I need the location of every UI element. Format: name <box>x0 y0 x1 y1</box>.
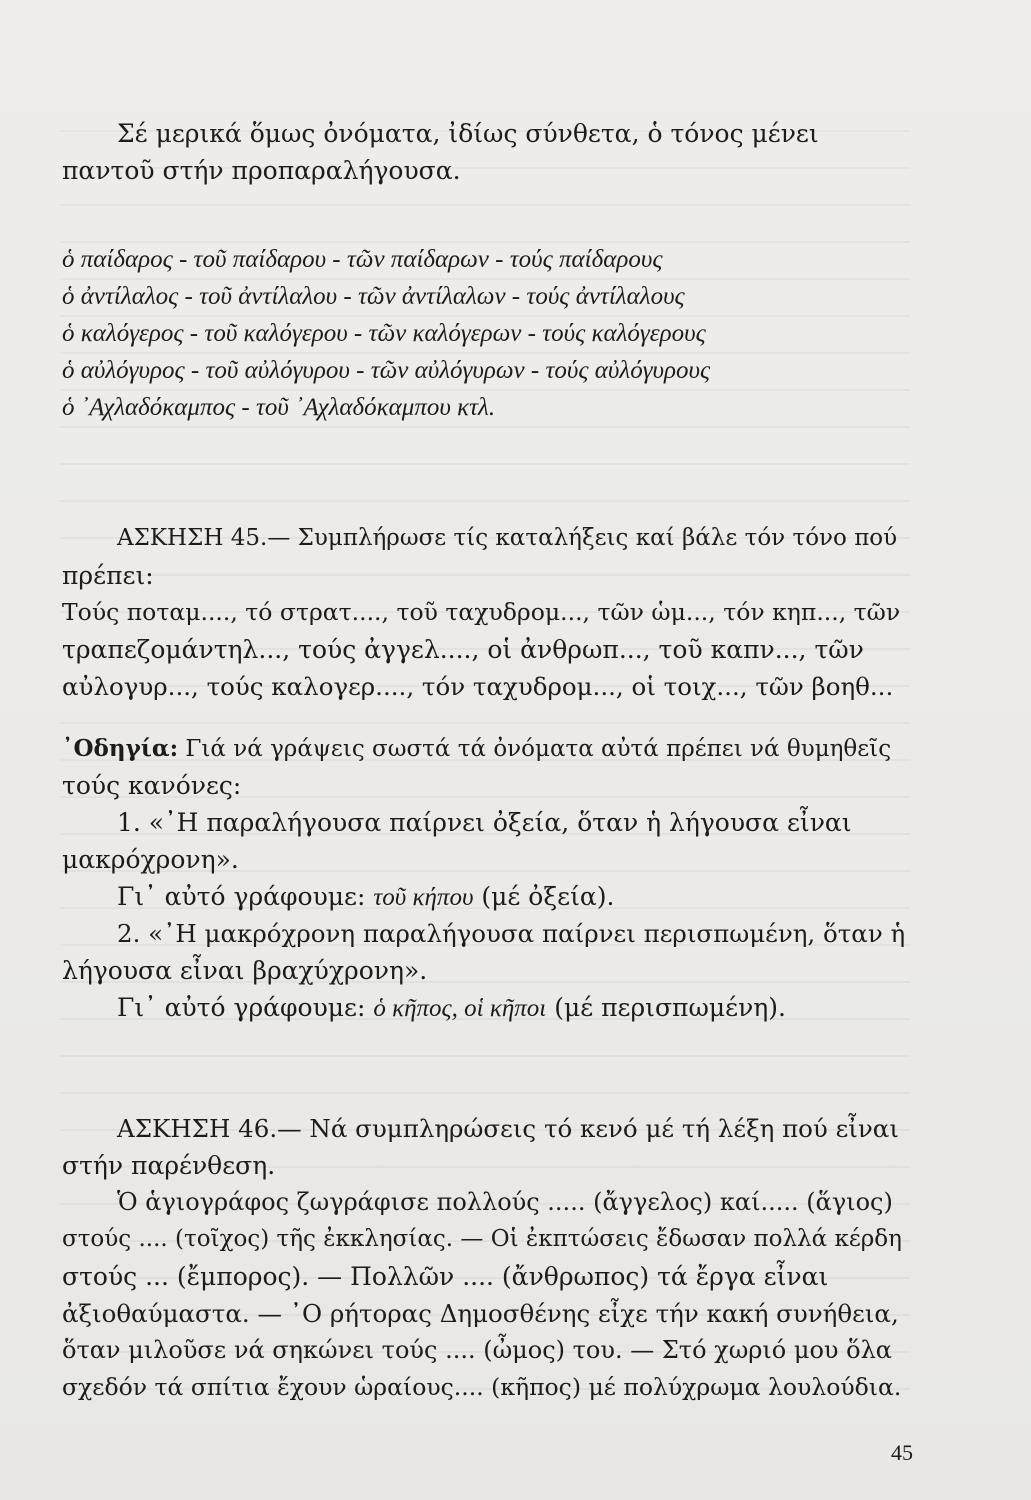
exercise-45-line: Τούς ποταμ...., τό στρατ...., τοῦ ταχυδρομ..., τῶν ὡμ..., τόν κηπ..., τῶν <box>62 598 901 626</box>
rule-1-example <box>62 878 907 915</box>
intro-line-1: Σέ μερικά ὅμως ὀνόματα, ἰδίως σύνθετα, ὁ τόνος μένει <box>117 119 819 148</box>
instruction-block <box>62 730 907 1026</box>
instruction-text: Γιά νά γράψεις σωστά τά ὀνόματα αὐτά πρέπει νά θυμηθεῖς <box>185 736 892 762</box>
rule-2-example <box>62 989 907 1026</box>
rule-2-example-suffix: (μέ περισπωμένη). <box>554 993 786 1022</box>
rule-1-example-prefix: Γι᾿ αὐτό γράφουμε: <box>117 882 366 911</box>
page-number: 45 <box>891 1440 913 1465</box>
exercise-46-line: στήν παρένθεση. <box>62 1151 276 1180</box>
example-line: ὁ παίδαρος - τοῦ παίδαρου - τῶν παίδαρων - τούς παίδαρους <box>62 246 663 273</box>
exercise-46-line: σχεδόν τά σπίτια ἔχουν ὡραίους.... (κῆπος) μέ πολύχρωμα λουλούδια. <box>62 1373 902 1401</box>
example-line: ὁ ᾿Αχλαδόκαμπος - τοῦ ᾿Αχλαδόκαμπου κτλ. <box>62 394 496 421</box>
rule-1-continued: μακρόχρονη». <box>62 845 239 874</box>
exercise-45-heading: ΑΣΚΗΣΗ 45.— Συμπλήρωσε τίς καταλήξεις καί βάλε τόν τόνο πού <box>117 525 898 551</box>
exercise-45-line: τραπεζομάντηλ..., τούς ἀγγελ...., οἱ ἀνθρωπ..., τοῦ καπν..., τῶν <box>62 635 864 664</box>
intro-paragraph <box>62 115 907 189</box>
intro-line-2: παντοῦ στήν προπαραλήγουσα. <box>62 156 461 185</box>
instruction-line-2: τούς κανόνες: <box>62 771 242 800</box>
exercise-46-line: ἀξιοθαύμαστα. — ᾿Ο ρήτορας Δημοσθένης εἶχε τήν κακή συνήθεια, <box>62 1299 899 1328</box>
instruction-label: ᾿Οδηγία: <box>62 735 179 762</box>
exercise-46-line: στούς .... (τοῖχος) τῆς ἐκκλησίας. — Οἱ ἐκπτώσεις ἔδωσαν πολλά κέρδη <box>62 1226 902 1252</box>
example-line: ὁ ἀντίλαλος - τοῦ ἀντίλαλου - τῶν ἀντίλαλων - τούς ἀντίλαλους <box>62 283 685 310</box>
declension-examples <box>62 241 907 426</box>
exercise-46-heading: ΑΣΚΗΣΗ 46.— Νά συμπληρώσεις τό κενό μέ τή λέξη πού εἶναι <box>117 1114 899 1143</box>
exercise-46 <box>62 1110 907 1406</box>
rule-2: 2. «᾿Η μακρόχρονη παραλήγουσα παίρνει περισπωμένη, ὅταν ἡ <box>117 919 906 948</box>
exercise-46-line: ὅταν μιλοῦσε νά σηκώνει τούς .... (ὦμος) του. — Στό χωριό μου ὅλα <box>62 1336 892 1364</box>
rule-2-example-prefix: Γι᾿ αὐτό γράφουμε: <box>117 993 366 1022</box>
exercise-46-line: Ὁ ἁγιογράφος ζωγράφισε πολλούς ..... (ἄγγελος) καί..... (ἅγιος) <box>117 1188 893 1216</box>
rule-1: 1. «᾿Η παραλήγουσα παίρνει ὀξεία, ὅταν ἡ λήγουσα εἶναι <box>117 808 852 837</box>
exercise-45 <box>62 520 907 705</box>
exercise-46-line: στούς ... (ἔμπορος). — Πολλῶν .... (ἄνθρωπος) τά ἔργα εἶναι <box>62 1262 829 1291</box>
example-line: ὁ αὐλόγυρος - τοῦ αὐλόγυρου - τῶν αὐλόγυρων - τούς αὐλόγυρους <box>62 357 711 384</box>
rule-1-example-suffix: (μέ ὀξεία). <box>481 882 615 911</box>
rule-2-continued: λήγουσα εἶναι βραχύχρονη». <box>62 956 428 985</box>
example-line: ὁ καλόγερος - τοῦ καλόγερου - τῶν καλόγερων - τούς καλόγερους <box>62 320 706 347</box>
rule-1-example-word: τοῦ κήπου <box>373 884 474 911</box>
exercise-45-line: αὐλογυρ..., τούς καλογερ...., τόν ταχυδρομ..., οἱ τοιχ..., τῶν βοηθ... <box>62 672 894 701</box>
rule-2-example-word: ὁ κῆπος, οἱ κῆποι <box>373 995 547 1022</box>
exercise-45-line: πρέπει: <box>62 561 154 590</box>
instruction-line-1 <box>62 730 907 767</box>
